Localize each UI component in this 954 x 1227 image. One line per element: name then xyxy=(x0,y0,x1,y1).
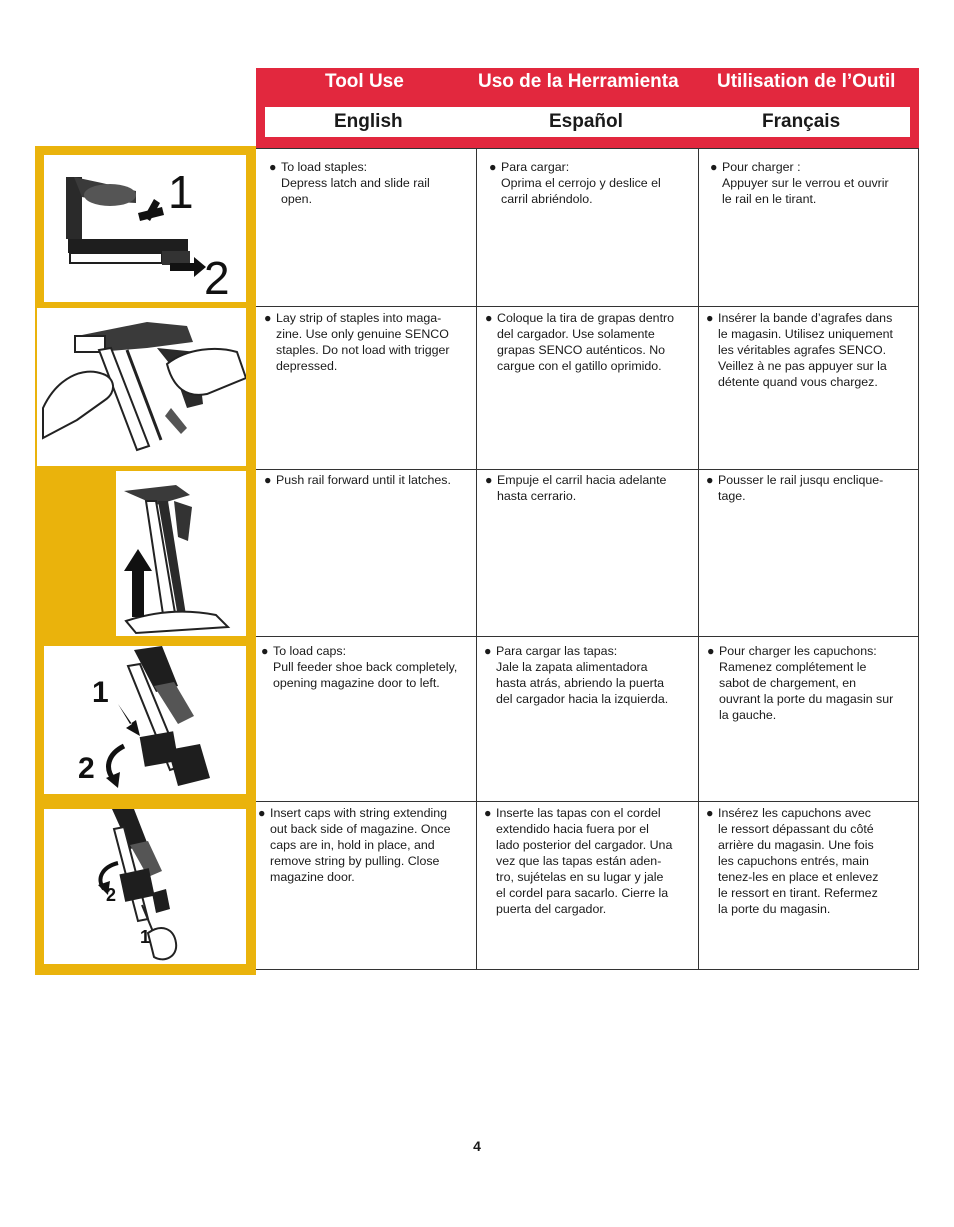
bullet-icon: ● xyxy=(258,806,266,820)
instruction-text: To load caps: Pull feeder shoe back completely, opening magazine door to left. xyxy=(273,644,458,690)
row-divider xyxy=(256,148,919,149)
instruction-cell-french xyxy=(707,643,916,723)
bullet-icon: ● xyxy=(489,160,497,174)
bullet-icon: ● xyxy=(264,473,272,487)
instruction-text: Pousser le rail jusqu enclique- tage. xyxy=(718,473,884,503)
row-divider xyxy=(256,969,919,970)
instruction-cell-english xyxy=(258,805,474,885)
hand-loading-icon xyxy=(37,308,246,466)
instruction-text: Inserte las tapas con el cordel extendido hacia fuera por el lado posterior del cargador. Una vez que las tapas están aden- tro, sujételas en su lugar y jale el cordel para sacarlo. Cierre la puerta del cargador. xyxy=(496,806,673,916)
instruction-cell-french xyxy=(710,159,916,207)
bullet-icon: ● xyxy=(485,473,493,487)
instruction-text: Insert caps with string extending out back side of magazine. Once caps are in, hold in place, and remove string by pulling. Close magazine door. xyxy=(270,806,451,884)
tool-use-header xyxy=(256,68,919,148)
instruction-cell-french xyxy=(706,472,916,504)
instruction-cell-english xyxy=(264,472,473,488)
title-french: Utilisation de l’Outil xyxy=(717,71,896,92)
instruction-cell-french xyxy=(706,805,916,917)
title-english: Tool Use xyxy=(325,71,404,92)
step-label: 2 xyxy=(204,252,230,302)
bullet-icon: ● xyxy=(264,311,272,325)
instruction-text: Empuje el carril hacia adelante hasta cerrario. xyxy=(497,473,667,503)
bullet-icon: ● xyxy=(706,806,714,820)
bullet-icon: ● xyxy=(269,160,277,174)
instruction-cell-english xyxy=(264,310,473,374)
illustration-column xyxy=(35,146,256,975)
step-label: 1 xyxy=(140,927,151,947)
step-label: 2 xyxy=(106,885,117,905)
step-label: 1 xyxy=(168,166,194,218)
magazine-door-icon xyxy=(44,646,246,794)
row-divider xyxy=(256,469,919,470)
language-english: English xyxy=(334,111,403,132)
page-number: 4 xyxy=(473,1138,481,1154)
push-rail-icon xyxy=(116,471,246,636)
instruction-cell-english xyxy=(269,159,473,207)
language-bar xyxy=(265,107,910,137)
illustration-push-rail xyxy=(116,471,246,636)
instruction-text: Pour charger les capuchons: Ramenez complétement le sabot de chargement, en ouvrant la porte du magasin sur la gauche. xyxy=(719,644,894,722)
instruction-text: Insérez les capuchons avec le ressort dépassant du côté arrière du magasin. Une fois les capuchons entrés, main tenez-les en place et enlevez le ressort en tirant. Refermez la porte du magasin. xyxy=(718,806,879,916)
instruction-cell-spanish xyxy=(485,310,695,374)
instruction-text: Lay strip of staples into maga- zine. Use only genuine SENCO staples. Do not load with trigger depressed. xyxy=(276,311,450,373)
instruction-text: Para cargar: Oprima el cerrojo y deslice el carril abriéndolo. xyxy=(501,160,661,206)
bullet-icon: ● xyxy=(707,644,715,658)
instruction-table xyxy=(256,148,919,970)
illustration-insert-caps xyxy=(44,809,246,964)
instruction-text: Push rail forward until it latches. xyxy=(276,473,451,487)
column-divider xyxy=(698,148,699,969)
bullet-icon: ● xyxy=(485,311,493,325)
instruction-cell-french xyxy=(706,310,916,390)
instruction-cell-spanish xyxy=(484,643,695,707)
instruction-cell-english xyxy=(261,643,474,691)
row-divider xyxy=(256,636,919,637)
illustration-load-strip xyxy=(37,308,246,466)
bullet-icon: ● xyxy=(710,160,718,174)
step-label: 2 xyxy=(78,752,95,785)
bullet-icon: ● xyxy=(484,806,492,820)
bullet-icon: ● xyxy=(484,644,492,658)
instruction-cell-spanish xyxy=(485,472,695,504)
instruction-cell-spanish xyxy=(489,159,695,207)
bullet-icon: ● xyxy=(261,644,269,658)
step-label: 1 xyxy=(92,676,109,709)
instruction-cell-spanish xyxy=(484,805,695,917)
illustration-open-rail xyxy=(44,155,246,302)
instruction-text: Pour charger : Appuyer sur le verrou et ouvrir le rail en le tirant. xyxy=(722,160,889,206)
column-divider xyxy=(476,148,477,969)
language-french: Français xyxy=(762,111,841,132)
language-spanish: Español xyxy=(549,111,623,132)
illustration-open-door xyxy=(44,646,246,794)
row-divider xyxy=(256,801,919,802)
column-divider xyxy=(918,148,919,969)
instruction-text: To load staples: Depress latch and slide rail open. xyxy=(281,160,430,206)
instruction-text: Para cargar las tapas: Jale la zapata alimentadora hasta atrás, abriendo la puerta del cargador hacia la izquierda. xyxy=(496,644,669,706)
title-spanish: Uso de la Herramienta xyxy=(478,71,679,92)
instruction-text: Coloque la tira de grapas dentro del cargador. Use solamente grapas SENCO auténticos. No cargue con el gatillo oprimido. xyxy=(497,311,675,373)
bullet-icon: ● xyxy=(706,473,714,487)
bullet-icon: ● xyxy=(706,311,714,325)
instruction-text: Insérer la bande d’agrafes dans le magasin. Utilisez uniquement les véritables agrafes SENCO. Veillez à ne pas appuyer sur la détente quand vous chargez. xyxy=(718,311,893,389)
row-divider xyxy=(256,306,919,307)
